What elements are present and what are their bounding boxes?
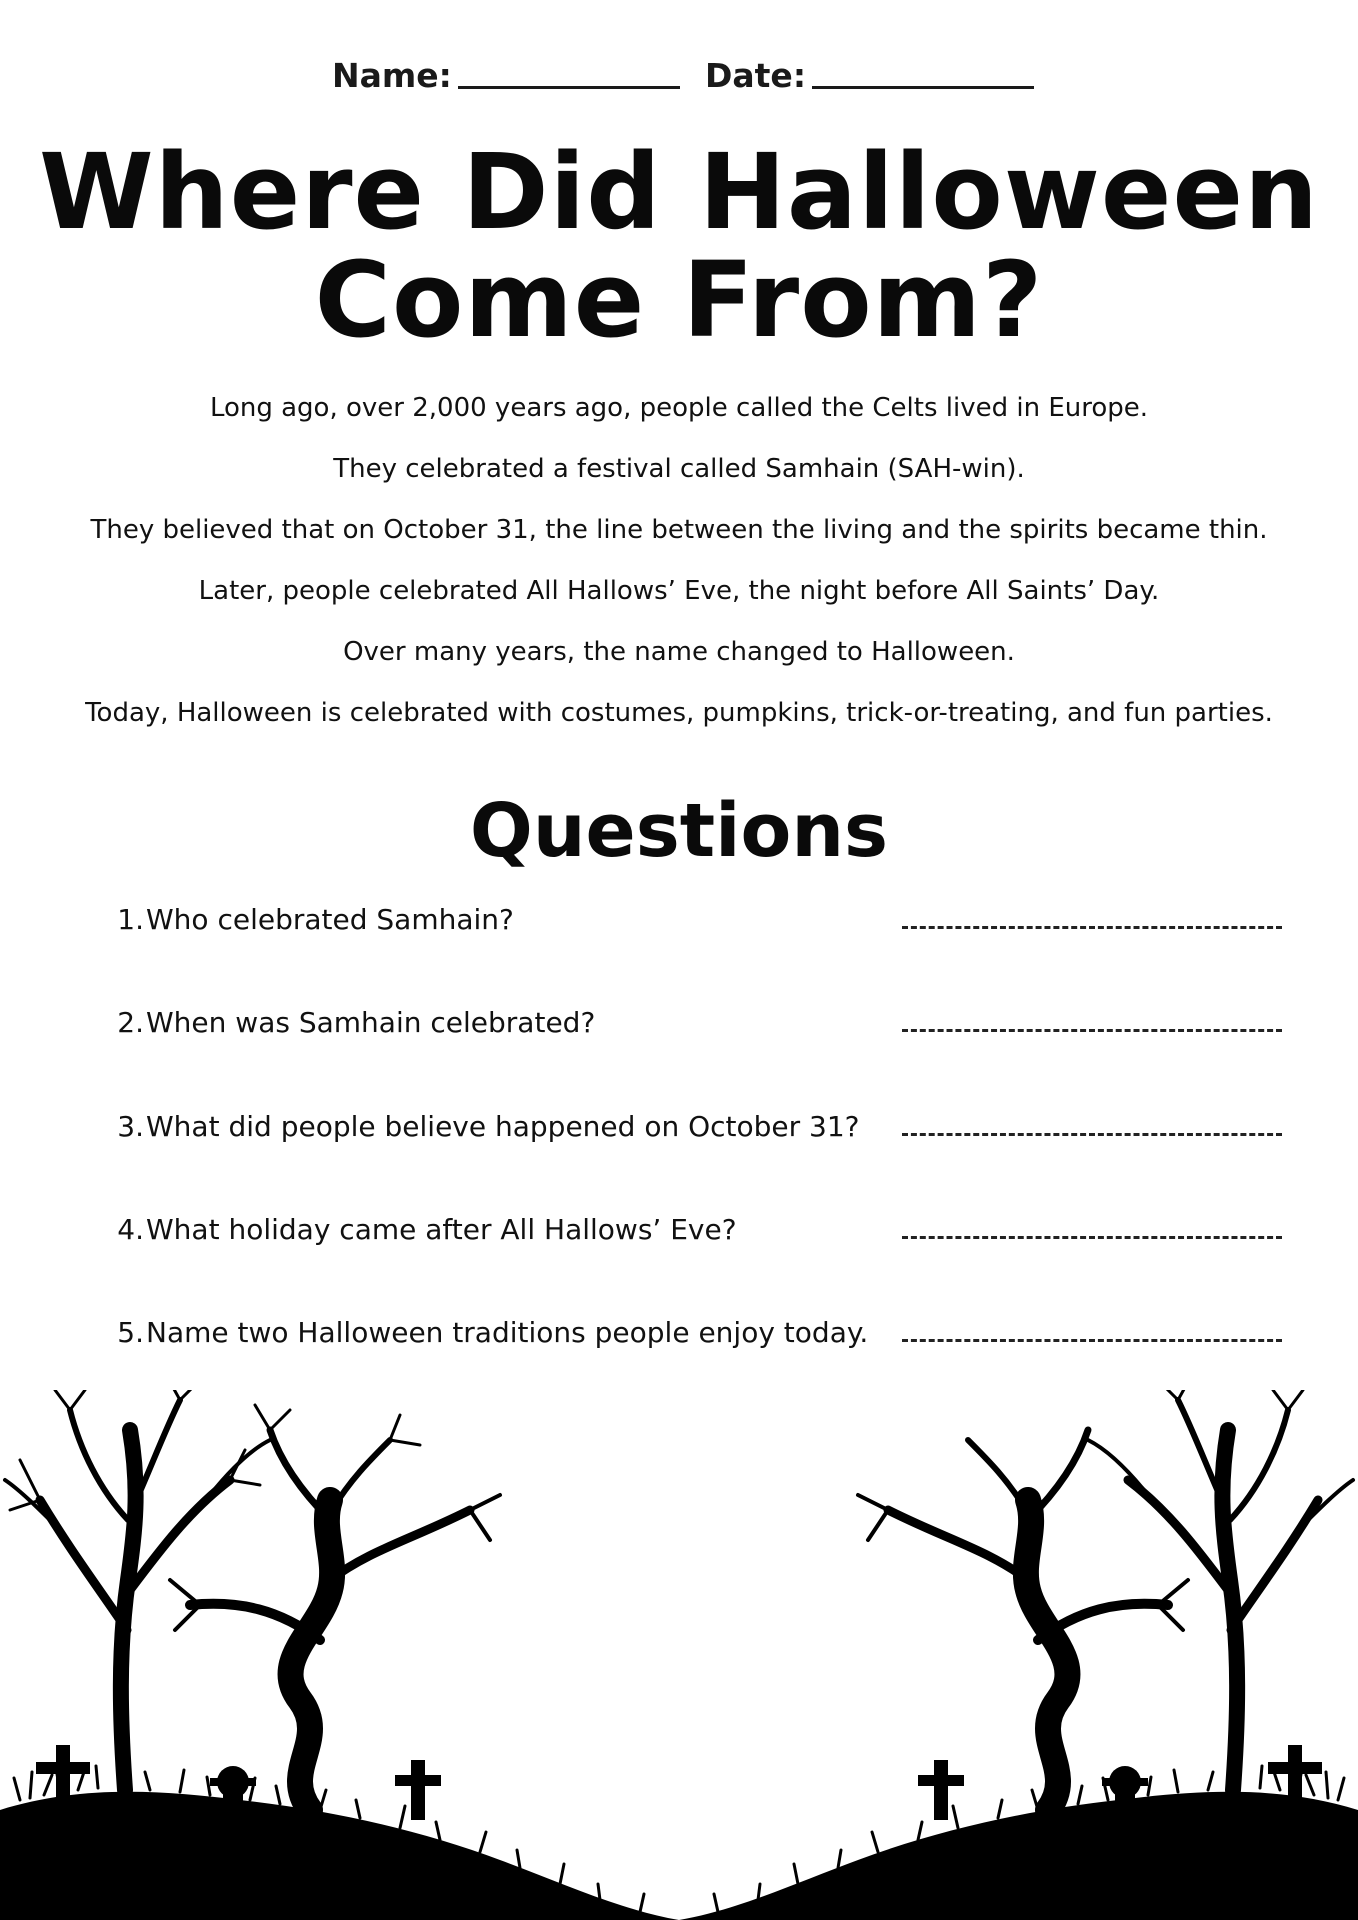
grave-cross-icon (395, 1760, 441, 1820)
question-text: Who celebrated Samhain? (146, 903, 514, 936)
question-item (0, 1303, 1358, 1363)
answer-line[interactable] (902, 926, 1282, 929)
date-field (705, 56, 1034, 95)
graveyard-trees-silhouette-icon (0, 1390, 1358, 1920)
title-line-1: Where Did Halloween (38, 131, 1320, 253)
question-text: What did people believe happened on October 31? (146, 1110, 860, 1143)
name-blank-line[interactable] (458, 86, 680, 89)
tree-icon (5, 1390, 270, 1790)
answer-line[interactable] (902, 1236, 1282, 1239)
answer-line[interactable] (902, 1339, 1282, 1342)
questions-heading: Questions (469, 788, 889, 874)
question-text: Name two Halloween traditions people enjoy today. (146, 1316, 869, 1349)
intro-line: Later, people celebrated All Hallows’ Eve, the night before All Saints’ Day. (198, 576, 1160, 606)
name-label: Name: (332, 56, 452, 95)
header-row (0, 56, 1358, 106)
question-item (0, 1200, 1358, 1260)
tree-icon (170, 1405, 500, 1810)
question-number: 2. (117, 1006, 144, 1039)
grave-cross-icon (918, 1760, 964, 1820)
intro-paragraph (0, 378, 1358, 744)
question-item (0, 890, 1358, 950)
date-label: Date: (705, 56, 807, 95)
title-line-2: Come From? (314, 239, 1044, 361)
question-item (0, 1097, 1358, 1157)
tree-icon (1088, 1390, 1353, 1790)
question-number: 3. (117, 1110, 144, 1143)
question-number: 4. (117, 1213, 144, 1246)
page-title (0, 131, 1358, 361)
question-number: 1. (117, 903, 144, 936)
intro-line: Over many years, the name changed to Halloween. (343, 637, 1015, 667)
question-item (0, 993, 1358, 1053)
question-text: What holiday came after All Hallows’ Eve? (146, 1213, 737, 1246)
intro-line: They believed that on October 31, the line between the living and the spirits became thin. (90, 515, 1268, 545)
ground-hill (679, 1792, 1358, 1920)
date-blank-line[interactable] (812, 86, 1034, 89)
intro-line: Long ago, over 2,000 years ago, people called the Celts lived in Europe. (209, 393, 1149, 423)
ground-hill (0, 1792, 679, 1920)
question-text: When was Samhain celebrated? (146, 1006, 596, 1039)
name-field (332, 56, 680, 95)
question-number: 5. (117, 1316, 144, 1349)
answer-line[interactable] (902, 1133, 1282, 1136)
intro-line: Today, Halloween is celebrated with costumes, pumpkins, trick-or-treating, and fun parties. (85, 698, 1273, 728)
answer-line[interactable] (902, 1029, 1282, 1032)
intro-line: They celebrated a festival called Samhain (SAH-win). (333, 454, 1025, 484)
